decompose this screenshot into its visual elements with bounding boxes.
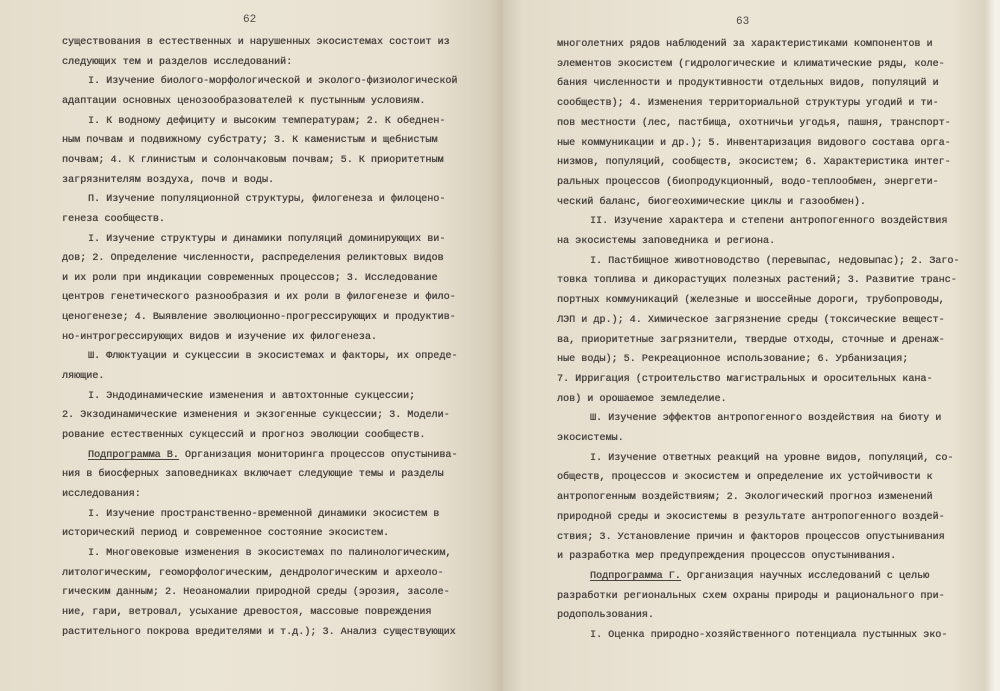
text-line: товка топлива и дикорастущих полезных растений; 3. Развитие транс- xyxy=(557,275,957,287)
text-line: родопользования. xyxy=(557,610,654,622)
text-line: обществ, процессов и экосистем и определение их устойчивости к xyxy=(557,472,933,484)
text-line: растительного покрова вредителями и т.д.); 3. Анализ существующих xyxy=(62,626,456,638)
text-line: существования в естественных и нарушенных экосистемах состоит из xyxy=(62,37,450,48)
text-line: 2. Экзодинамические изменения и экзогенные сукцессии; 3. Модели- xyxy=(62,410,450,422)
text-line: гическим данным; 2. Неоаномалии природной среды (эрозия, засоле- xyxy=(62,587,450,599)
text-line: почвам; 4. К глинистым и солончаковым почвам; 5. К приоритетным xyxy=(62,154,444,166)
text-line: и их роли при индикации современных процессов; 3. Исследование xyxy=(62,272,438,284)
text-line: сообществ); 4. Изменения территориальной структуры угодий и ти- xyxy=(557,98,939,110)
text-line: ва, приоритетные загрязнители, твердые отходы, сточные и дренаж- xyxy=(557,334,945,346)
text-line: антропогенным воздействиям; 2. Экологический прогноз изменений xyxy=(557,492,933,504)
text-line: ные коммуникации и др.); 5. Инвентаризация видового состава орга- xyxy=(557,137,951,149)
text-line: ЛЭП и др.); 4. Химическое загрязнение среды (токсические вещест- xyxy=(557,314,945,326)
text-line: ческий баланс, биогеохимические циклы и газообмен). xyxy=(557,196,866,208)
text-line: I. Оценка природно-хозяйственного потенциала пустынных эко- xyxy=(590,630,948,641)
text-line: ляющие. xyxy=(62,371,105,383)
text-line xyxy=(88,451,458,461)
text-line: элементов экосистем (гидрологические и климатические ряды, коле- xyxy=(557,58,945,70)
subprogram-heading: Подпрограмма В. xyxy=(88,449,179,461)
text-line: I. Многовековые изменения в экосистемах по палинологическим, xyxy=(88,547,452,559)
page-number: 62 xyxy=(243,14,257,26)
text-line: ствия; 3. Установление причин и факторов процессов опустынивания xyxy=(557,531,945,543)
text-line: I. К водному дефициту и высоким температурам; 2. К обеднен- xyxy=(88,115,446,127)
text-line: низмов, популяций, сообществ, экосистем; 6. Характеристика интег- xyxy=(557,157,951,169)
text-line: исторический период и современное состояние экосистем. xyxy=(62,528,390,540)
text-line: I. Изучение ответных реакций на уровне видов, популяций, со- xyxy=(590,452,954,464)
text-line: следующих тем и разделов исследований: xyxy=(62,56,293,68)
text-line: рование естественных сукцессий и прогноз эволюции сообществ. xyxy=(62,430,426,441)
text-line: ния в биосферных заповедниках включает следующие темы и разделы xyxy=(62,469,444,481)
text-line: I. Изучение биолого-морфологической и эколого-физиологической xyxy=(88,76,458,88)
text-line: ценогенезе; 4. Выявление эволюционно-прогрессирующих и продуктив- xyxy=(62,312,456,324)
text-line: Ш. Флюктуации и сукцессии в экосистемах и факторы, их опреде- xyxy=(88,351,458,363)
text-line: адаптации основных ценозообразователей к пустынным условиям. xyxy=(62,95,426,107)
text-line: разработки региональных схем охраны природы и рационального при- xyxy=(557,590,945,602)
line-text: Организация научных исследований с целью xyxy=(680,570,930,582)
text-line: ральных процессов (биопродукционный, водо-теплообмен, энергети- xyxy=(557,176,939,188)
text-line: природной среды и экосистемы в результате антропогенного воздей- xyxy=(557,511,945,523)
line-text: Организация мониторинга процессов опустынива- xyxy=(178,449,458,461)
page-number: 63 xyxy=(736,16,750,28)
text-line: Ш. Изучение эффектов антропогенного воздействия на биоту и xyxy=(590,413,942,425)
text-line: литологическим, геоморфологическим, дендрологическим и археоло- xyxy=(62,567,444,579)
text-line: I. Эндодинамические изменения и автохтонные сукцессии; xyxy=(88,390,416,402)
text-line xyxy=(590,572,929,582)
text-line: и разработка мер предупреждения процессов опустынивания. xyxy=(557,551,897,563)
text-line: 7. Ирригация (строительство магистральных и оросительных кана- xyxy=(557,373,933,385)
text-line: ным почвам и подвижному субстрату; 3. К каменистым и щебнистым xyxy=(62,135,438,147)
subprogram-heading: Подпрограмма Г. xyxy=(590,570,681,582)
text-line: но-интрогрессирующих видов и изучение их филогенеза. xyxy=(62,331,377,343)
text-line: II. Изучение характера и степени антропогенного воздействия xyxy=(590,216,948,228)
text-line: ние, гари, ветровал, усыхание древостоя, массовые повреждения xyxy=(62,606,432,618)
text-line: П. Изучение популяционной структуры, филогенеза и филоцено- xyxy=(88,194,446,206)
text-line: на экосистемы заповедника и региона. xyxy=(557,236,776,247)
text-line: лов) и орошаемое земледелие. xyxy=(557,393,727,405)
text-line: портных коммуникаций (железные и шоссейные дороги, трубопроводы, xyxy=(557,295,945,307)
text-line: центров генетического разнообразия и их роли в филогенезе и фило- xyxy=(62,292,456,304)
text-line: исследования: xyxy=(62,488,141,500)
text-line: пов местности (лес, пастбища, охотничьи угодья, пашня, транспорт- xyxy=(557,117,951,129)
text-line: экосистемы. xyxy=(557,433,624,444)
text-line: многолетних рядов наблюдений за характеристиками компонентов и xyxy=(557,39,933,50)
text-line: I. Изучение структуры и динамики популяций доминирующих ви- xyxy=(88,233,446,245)
text-line: дов; 2. Определение численности, распределения реликтовых видов xyxy=(62,253,444,265)
text-line: генеза сообществ. xyxy=(62,213,165,225)
text-line: ные воды); 5. Рекреационное использование; 6. Урбанизация; xyxy=(557,354,909,366)
right-page xyxy=(503,0,1000,691)
text-line: загрязнителям воздуха, почв и воды. xyxy=(62,174,275,186)
text-line: бания численности и продуктивности отдельных видов, популяций и xyxy=(557,78,939,90)
text-line: I. Пастбищное животноводство (перевыпас, недовыпас); 2. Заго- xyxy=(590,255,960,267)
text-line: I. Изучение пространственно-временной динамики экосистем в xyxy=(88,508,440,520)
